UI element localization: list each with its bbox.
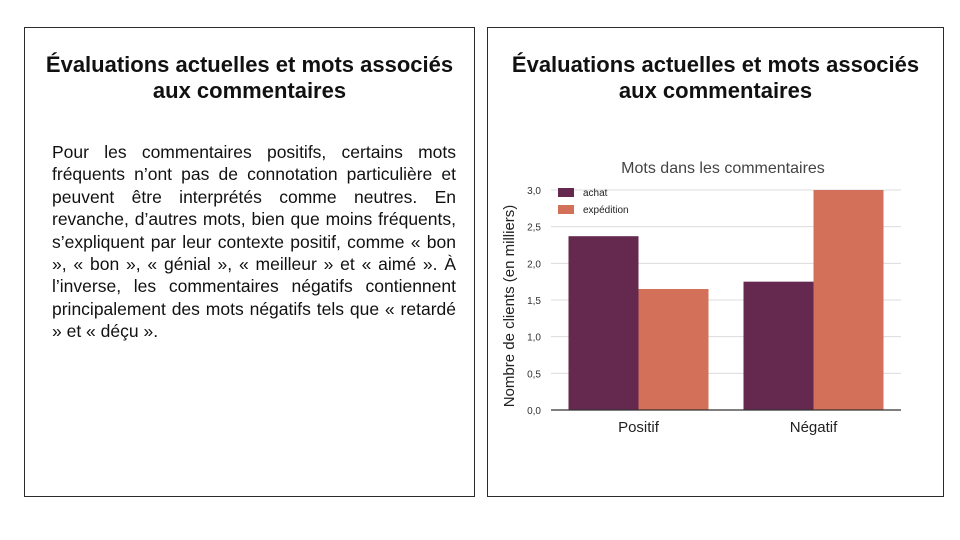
- y-tick-label: 0,0: [527, 406, 541, 417]
- legend-swatch: [558, 205, 574, 214]
- legend-label: achat: [583, 188, 608, 199]
- y-axis-label: Nombre de clients (en milliers): [501, 204, 518, 408]
- panel-body-text: Pour les commentaires positifs, certains mots fréquents n’ont pas de connotation particulière et peuvent être interprétés comme neutres. En revanche, d’autres mots, bien que moins fréquents, s’expliquent par leur contexte positif, comme « bon », « bon », « génial », « meilleur » et « aimé ». À l’inverse, les commentaires négatifs contiennent principalement des mots négatifs tels que « retardé » et « déçu ».: [52, 142, 456, 342]
- x-tick-label: Positif: [618, 419, 659, 436]
- y-tick-label: 2,5: [527, 222, 541, 234]
- panel-title: Évaluations actuelles et mots associés aux commentaires: [511, 52, 920, 103]
- bar-expédition-Négatif: [814, 190, 884, 410]
- y-tick-label: 0,5: [527, 369, 541, 381]
- y-tick-label: 2,0: [527, 259, 541, 271]
- bar-achat-Négatif: [744, 282, 814, 410]
- bar-chart: [488, 28, 943, 496]
- legend-swatch: [558, 188, 574, 197]
- bar-achat-Positif: [569, 236, 639, 410]
- legend: [558, 188, 629, 216]
- y-tick-label: 1,5: [527, 296, 541, 307]
- x-tick-label: Négatif: [789, 419, 838, 436]
- panel-title: Évaluations actuelles et mots associés aux commentaires: [45, 52, 454, 103]
- y-tick-label: 1,0: [527, 332, 541, 344]
- chart-panel: [487, 27, 944, 497]
- text-panel: [24, 27, 475, 497]
- legend-label: expédition: [583, 205, 629, 216]
- y-tick-label: 3,0: [527, 186, 541, 197]
- bar-expédition-Positif: [639, 289, 709, 410]
- chart-title: Mots dans les commentaires: [621, 160, 825, 177]
